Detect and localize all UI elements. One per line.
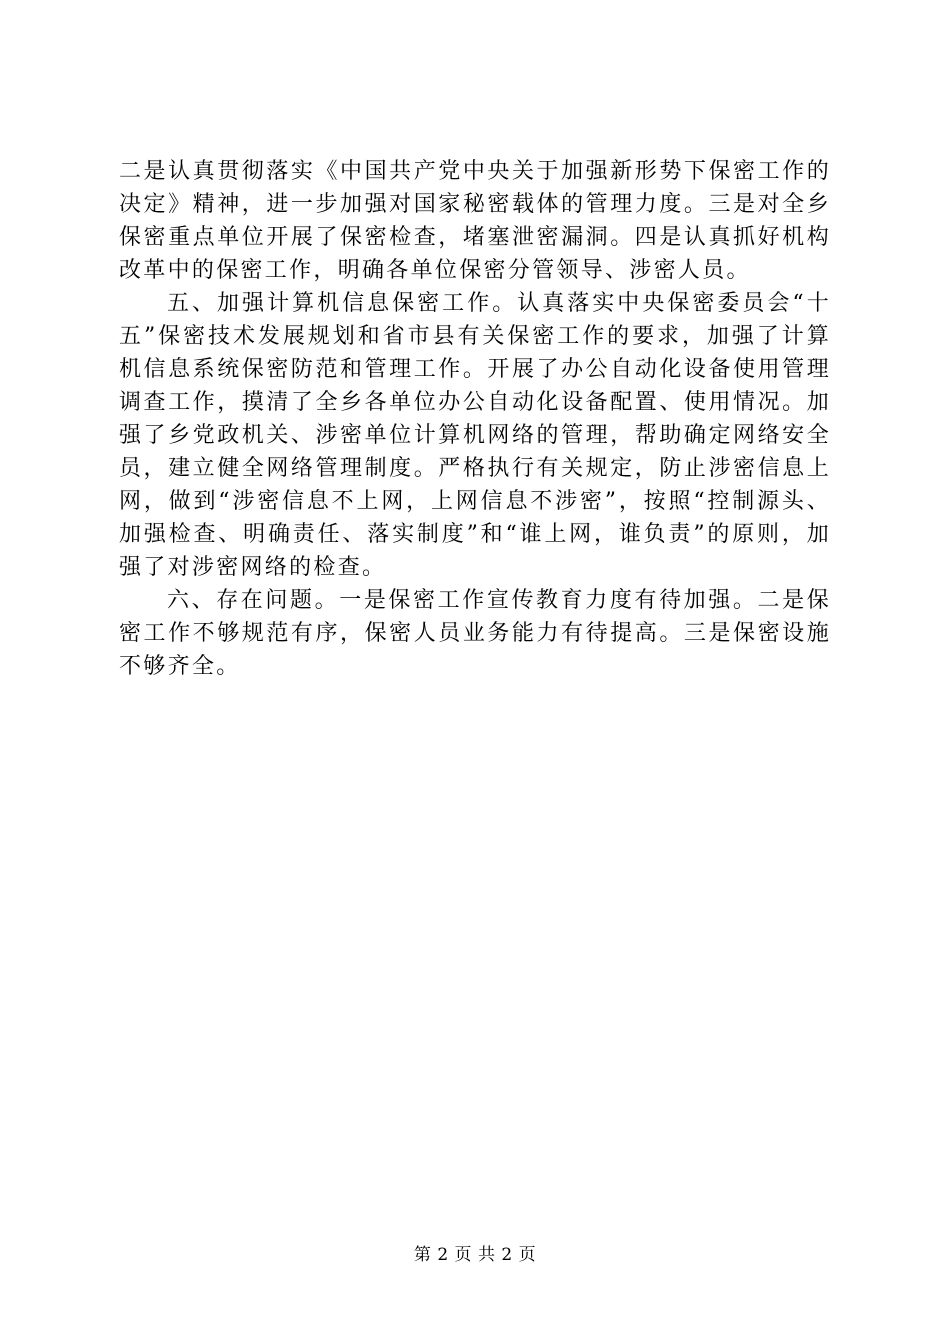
- paragraph-confidentiality-measures: 二是认真贯彻落实《中国共产党中央关于加强新形势下保密工作的决定》精神，进一步加强对国家秘密载体的管理力度。三是对全乡保密重点单位开展了保密检查，堵塞泄密漏洞。四是认真抓好机构改革中的保密工作，明确各单位保密分管领导、涉密人员。: [119, 159, 831, 283]
- page-number-footer: 第 2 页 共 2 页: [413, 1245, 537, 1265]
- document-body: [119, 155, 831, 683]
- paragraph-computer-info-security: 五、加强计算机信息保密工作。认真落实中央保密委员会“十五”保密技术发展规划和省市县有关保密工作的要求，加强了计算机信息系统保密防范和管理工作。开展了办公自动化设备使用管理调查工作，摸清了全乡各单位办公自动化设备配置、使用情况。加强了乡党政机关、涉密单位计算机网络的管理，帮助确定网络安全员，建立健全网络管理制度。严格执行有关规定，防止涉密信息上网，做到“涉密信息不上网，上网信息不涉密”，按照“控制源头、加强检查、明确责任、落实制度”和“谁上网，谁负责”的原则，加强了对涉密网络的检查。: [119, 291, 831, 580]
- paragraph-existing-problems: 六、存在问题。一是保密工作宣传教育力度有待加强。二是保密工作不够规范有序，保密人员业务能力有待提高。三是保密设施不够齐全。: [119, 588, 831, 679]
